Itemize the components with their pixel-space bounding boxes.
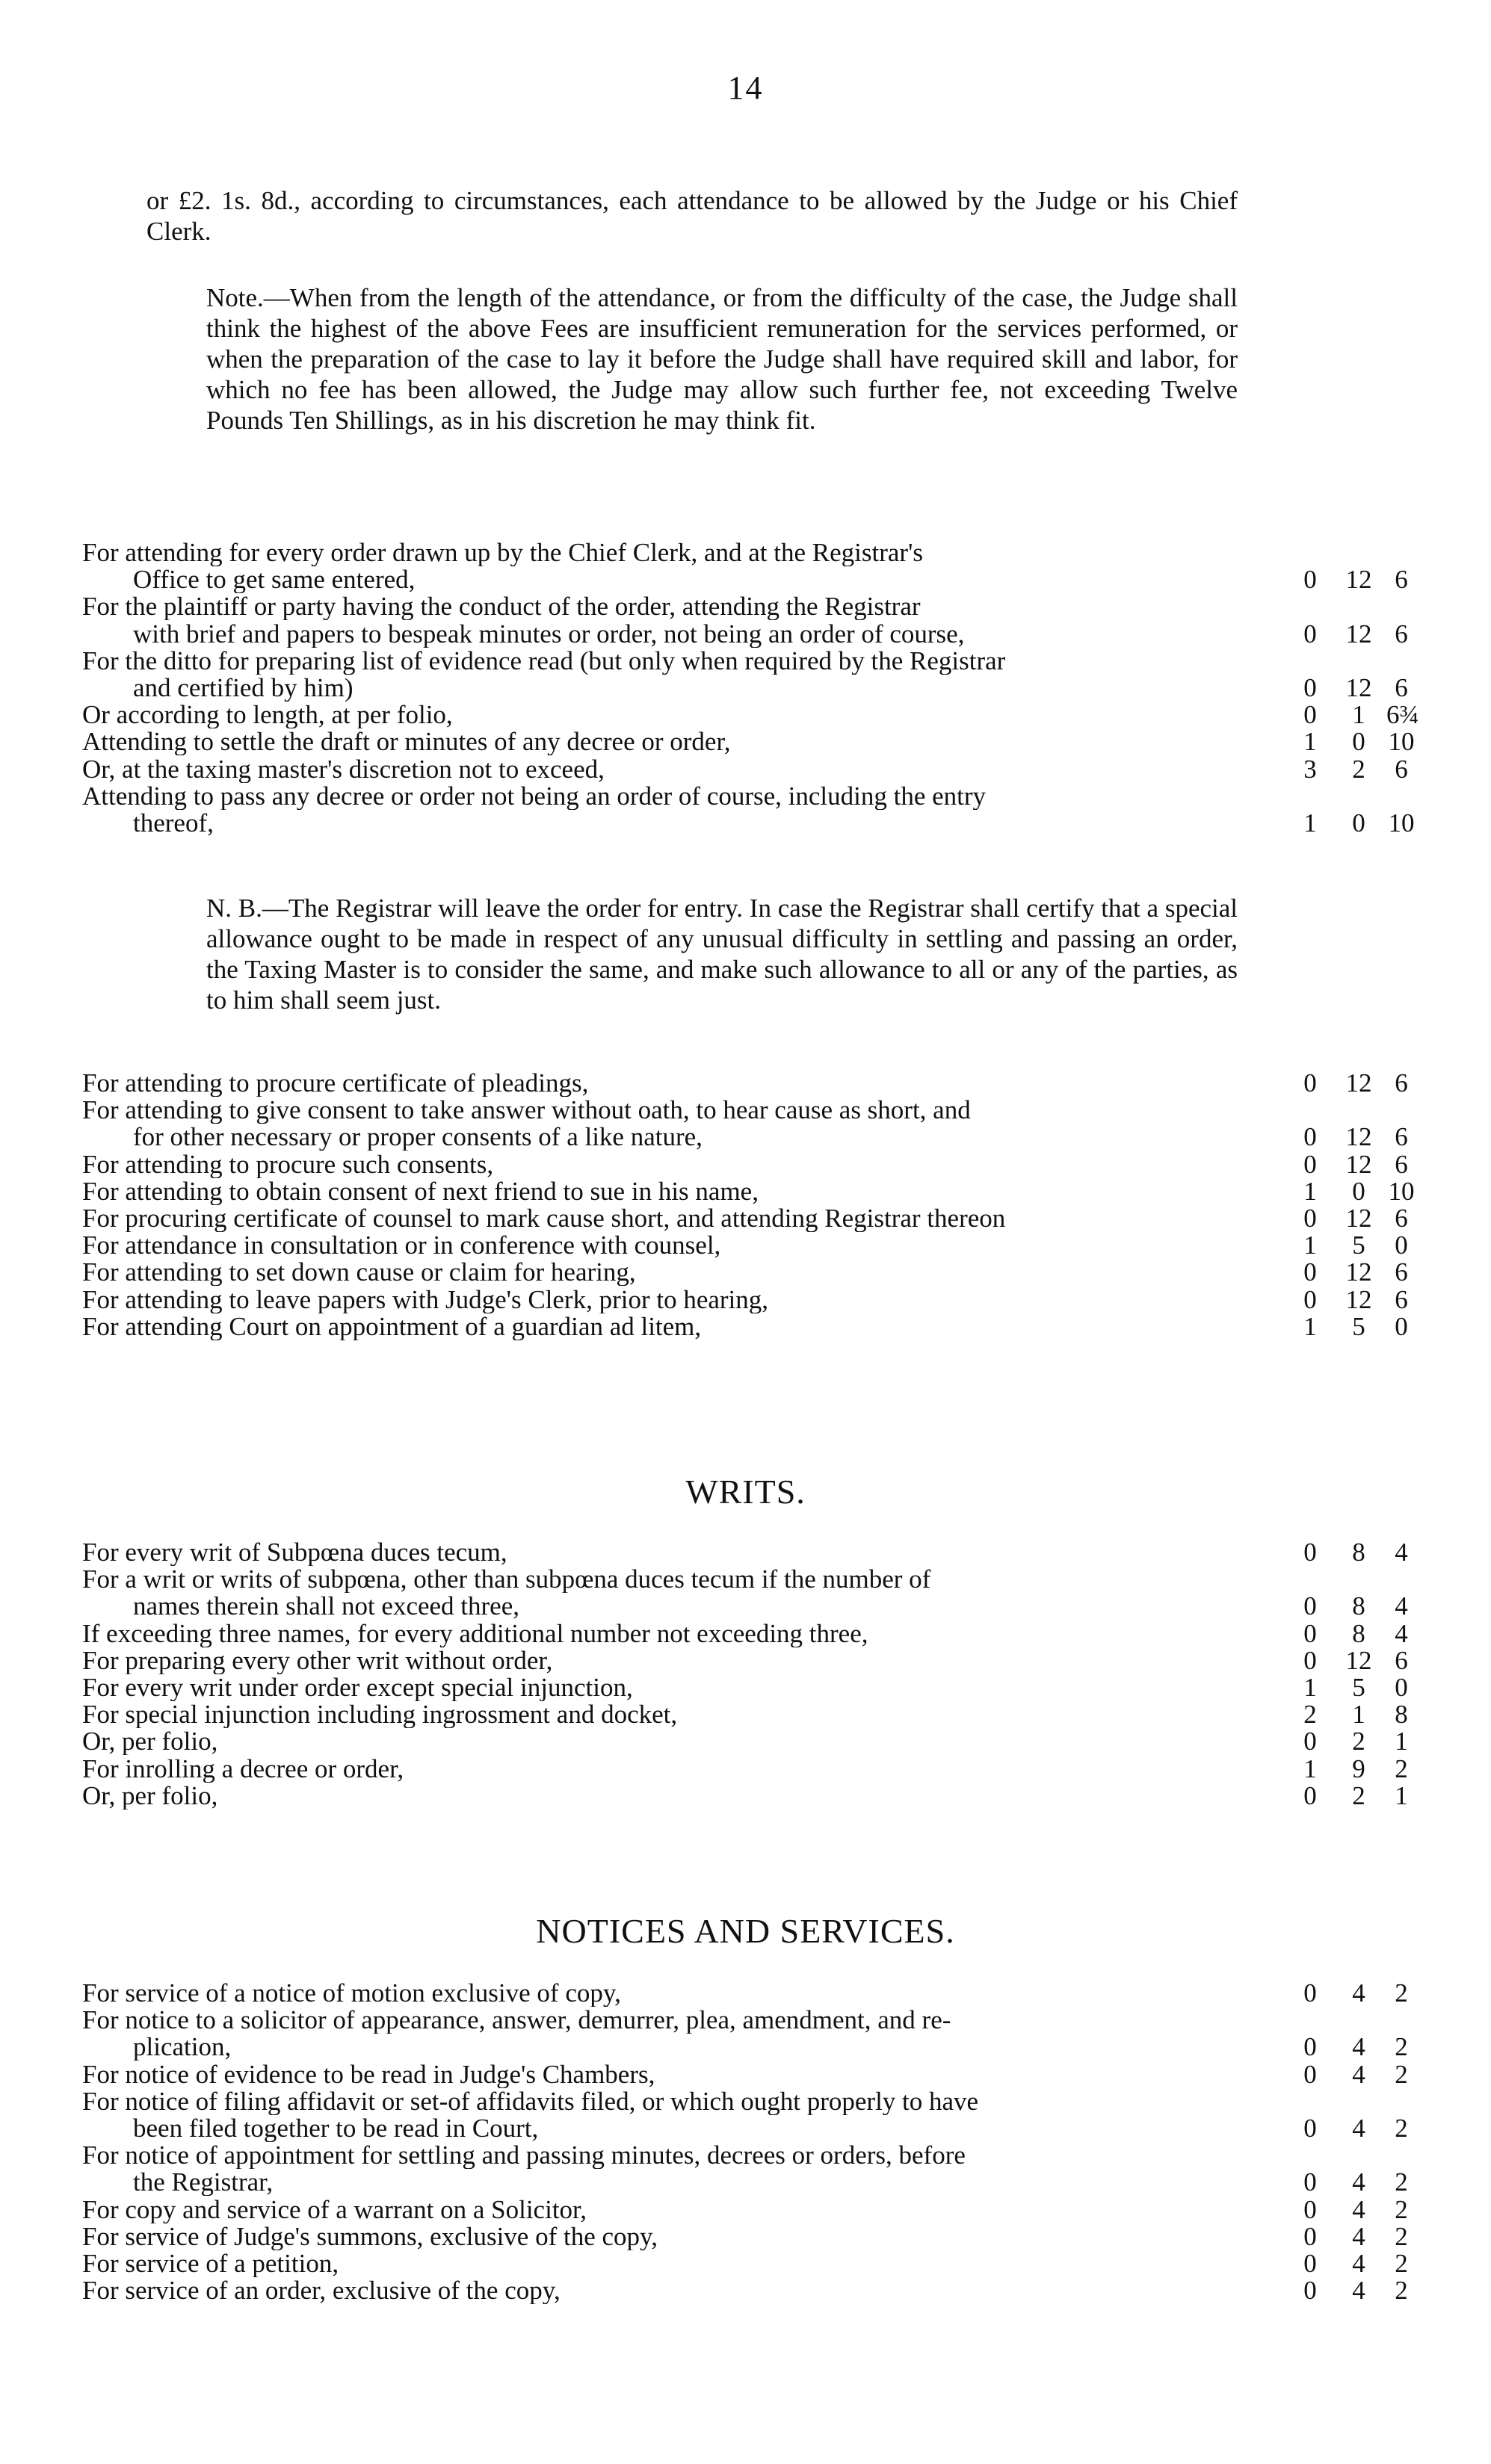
fee-pence: 6 bbox=[1395, 673, 1408, 702]
fee-description: For service of Judge's summons, exclusive of the copy, bbox=[82, 2223, 658, 2250]
fee-description: been filed together to be read in Court, bbox=[133, 2115, 539, 2142]
fee-shillings: 0 bbox=[1352, 1176, 1365, 1206]
fee-row-line bbox=[0, 2223, 1491, 2250]
fee-pence: 2 bbox=[1395, 1978, 1408, 2008]
fee-pence: 2 bbox=[1395, 2276, 1408, 2306]
fee-pence: 6 bbox=[1395, 1204, 1408, 1233]
fee-shillings: 1 bbox=[1352, 700, 1365, 730]
fee-pence: 6 bbox=[1395, 1122, 1408, 1152]
fee-shillings: 12 bbox=[1345, 673, 1372, 702]
fee-description: For attending to obtain consent of next friend to sue in his name, bbox=[82, 1177, 759, 1205]
fee-shillings: 2 bbox=[1352, 1780, 1365, 1810]
fee-pounds: 1 bbox=[1303, 727, 1317, 757]
fee-description: For attending Court on appointment of a guardian ad litem, bbox=[82, 1313, 702, 1340]
fee-pence: 8 bbox=[1395, 1700, 1408, 1730]
fee-pounds: 0 bbox=[1303, 1727, 1317, 1756]
fee-pounds: 1 bbox=[1303, 1673, 1317, 1702]
note-text: Note.—When from the length of the attendance, or from the difficulty of the case, the Judge shall think the highest of the above Fees are insufficient remuneration for the services performed, or when the preparation of the case to lay it before the Judge shall have required skill and labor, for which no fee has been allowed, the Judge may allow such further fee, not exceeding Twelve Pounds Ten Shillings, as in his discretion he may think fit. bbox=[206, 283, 1238, 435]
fee-description: For attending for every order drawn up by the Chief Clerk, and at the Registrar's bbox=[82, 539, 924, 566]
fee-row-line bbox=[0, 2007, 1491, 2034]
fee-row-line bbox=[0, 675, 1491, 702]
fee-row-line bbox=[0, 702, 1491, 728]
fee-pounds: 0 bbox=[1303, 1618, 1317, 1648]
fee-pence: 6 bbox=[1395, 1284, 1408, 1314]
fee-description: Attending to settle the draft or minutes of any decree or order, bbox=[82, 728, 731, 756]
fee-shillings: 12 bbox=[1345, 1257, 1372, 1287]
fee-pence: 4 bbox=[1395, 1618, 1408, 1648]
fee-pounds: 0 bbox=[1303, 2249, 1317, 2278]
fee-description: If exceeding three names, for every additional number not exceeding three, bbox=[82, 1620, 868, 1647]
fee-row-line bbox=[0, 1566, 1491, 1593]
fee-pounds: 0 bbox=[1303, 1204, 1317, 1233]
fee-pounds: 0 bbox=[1303, 2059, 1317, 2089]
fee-pounds: 0 bbox=[1303, 2194, 1317, 2224]
fee-pounds: 0 bbox=[1303, 673, 1317, 702]
fee-row-line bbox=[0, 1151, 1491, 1178]
fee-shillings: 4 bbox=[1352, 2059, 1365, 2089]
fee-pence: 2 bbox=[1395, 2059, 1408, 2089]
fee-row-line bbox=[0, 1259, 1491, 1286]
fee-shillings: 12 bbox=[1345, 1204, 1372, 1233]
fee-row-line bbox=[0, 1593, 1491, 1620]
fee-row-line bbox=[0, 1728, 1491, 1755]
fee-row-line bbox=[0, 539, 1491, 566]
fee-row-line bbox=[0, 2034, 1491, 2061]
fee-shillings: 12 bbox=[1345, 619, 1372, 648]
fee-pence: 2 bbox=[1395, 2032, 1408, 2062]
fee-pence: 6 bbox=[1395, 754, 1408, 784]
fee-pounds: 0 bbox=[1303, 2221, 1317, 2251]
fee-description: Or, per folio, bbox=[82, 1728, 218, 1756]
fee-pounds: 1 bbox=[1303, 808, 1317, 838]
fee-shillings: 8 bbox=[1352, 1618, 1365, 1648]
fee-pounds: 0 bbox=[1303, 1780, 1317, 1810]
fee-pence: 6 bbox=[1395, 565, 1408, 595]
fee-description: names therein shall not exceed three, bbox=[133, 1593, 520, 1621]
fee-shillings: 4 bbox=[1352, 2249, 1365, 2278]
fee-shillings: 12 bbox=[1345, 1645, 1372, 1675]
fee-shillings: 4 bbox=[1352, 2194, 1365, 2224]
fee-pence: 0 bbox=[1395, 1231, 1408, 1260]
fee-pounds: 1 bbox=[1303, 1753, 1317, 1783]
fee-pence: 0 bbox=[1395, 1311, 1408, 1341]
nb-paragraph bbox=[146, 893, 1238, 1015]
fee-row-line bbox=[0, 2194, 1491, 2224]
fee-row-line bbox=[0, 1647, 1491, 1674]
fee-pence: 6¾ bbox=[1386, 700, 1419, 730]
fee-row-line bbox=[0, 1980, 1491, 2007]
fee-pence: 0 bbox=[1395, 1673, 1408, 1702]
fee-pounds: 0 bbox=[1303, 1645, 1317, 1675]
fee-description: For copy and service of a warrant on a Solicitor, bbox=[82, 2196, 587, 2223]
fee-pence: 1 bbox=[1395, 1727, 1408, 1756]
fee-row-line bbox=[0, 2115, 1491, 2142]
fee-pence: 2 bbox=[1395, 2221, 1408, 2251]
fee-row-line bbox=[0, 2169, 1491, 2196]
fee-description: and certified by him) bbox=[133, 675, 354, 702]
fee-shillings: 4 bbox=[1352, 2032, 1365, 2062]
fee-pounds: 0 bbox=[1303, 1978, 1317, 2008]
fee-row-line bbox=[0, 1284, 1491, 1314]
fee-pence: 2 bbox=[1395, 2249, 1408, 2278]
fee-pence: 4 bbox=[1395, 1538, 1408, 1567]
fee-pence: 6 bbox=[1395, 1257, 1408, 1287]
fee-description: For notice to a solicitor of appearance, answer, demurrer, plea, amendment, and re- bbox=[82, 2007, 951, 2034]
fee-description: For attending to give consent to take answer without oath, to hear cause as short, and bbox=[82, 1097, 971, 1124]
fee-description: For attendance in consultation or in conference with counsel, bbox=[82, 1232, 721, 1260]
fee-row-line bbox=[0, 1124, 1491, 1151]
fee-row-line bbox=[0, 2142, 1491, 2169]
fee-row-line bbox=[0, 1232, 1491, 1259]
fee-description: Or, per folio, bbox=[82, 1782, 218, 1810]
fee-pence: 2 bbox=[1395, 2194, 1408, 2224]
fee-pence: 4 bbox=[1395, 1591, 1408, 1621]
fee-row-line bbox=[0, 1753, 1491, 1783]
fee-shillings: 4 bbox=[1352, 2276, 1365, 2306]
fee-shillings: 2 bbox=[1352, 1727, 1365, 1756]
fee-shillings: 12 bbox=[1345, 1122, 1372, 1152]
fee-row-line bbox=[0, 1097, 1491, 1124]
fee-shillings: 0 bbox=[1352, 808, 1365, 838]
fee-description: For attending to leave papers with Judge's Clerk, prior to hearing, bbox=[82, 1286, 769, 1313]
fee-pounds: 0 bbox=[1303, 2276, 1317, 2306]
fee-shillings: 1 bbox=[1352, 1700, 1365, 1730]
fee-row-line bbox=[0, 566, 1491, 593]
fee-shillings: 0 bbox=[1352, 727, 1365, 757]
fee-description: For procuring certificate of counsel to mark cause short, and attending Registrar thereon bbox=[82, 1205, 1006, 1232]
fee-row-line bbox=[0, 728, 1491, 755]
fee-shillings: 5 bbox=[1352, 1311, 1365, 1341]
fee-pence: 10 bbox=[1388, 727, 1415, 757]
fee-description: Or, at the taxing master's discretion not to exceed, bbox=[82, 755, 605, 783]
fee-pounds: 0 bbox=[1303, 1122, 1317, 1152]
fee-shillings: 12 bbox=[1345, 565, 1372, 595]
fee-shillings: 4 bbox=[1352, 2114, 1365, 2143]
intro-paragraph: or £2. 1s. 8d., according to circumstances, each attendance to be allowed by the Judge or his Chief Clerk. bbox=[146, 186, 1238, 246]
fee-pounds: 0 bbox=[1303, 619, 1317, 648]
fee-row-line bbox=[0, 2088, 1491, 2115]
fee-pounds: 0 bbox=[1303, 700, 1317, 730]
fee-description: For the plaintiff or party having the conduct of the order, attending the Registrar bbox=[82, 593, 921, 621]
fee-description: Or according to length, at per folio, bbox=[82, 702, 453, 729]
fee-pounds: 1 bbox=[1303, 1311, 1317, 1341]
writs-heading: WRITS. bbox=[685, 1473, 806, 1511]
fee-shillings: 12 bbox=[1345, 1068, 1372, 1098]
fee-description: the Registrar, bbox=[133, 2169, 274, 2197]
fee-row-line bbox=[0, 1539, 1491, 1566]
fee-shillings: 12 bbox=[1345, 1284, 1372, 1314]
fee-description: For service of a notice of motion exclusive of copy, bbox=[82, 1980, 621, 2007]
fee-description: For service of a petition, bbox=[82, 2250, 339, 2277]
fee-pounds: 0 bbox=[1303, 2032, 1317, 2062]
fee-pence: 2 bbox=[1395, 1753, 1408, 1783]
fee-row-line bbox=[0, 1618, 1491, 1648]
fee-shillings: 5 bbox=[1352, 1673, 1365, 1702]
fee-pounds: 0 bbox=[1303, 1591, 1317, 1621]
fee-pounds: 0 bbox=[1303, 565, 1317, 595]
fee-pounds: 1 bbox=[1303, 1176, 1317, 1206]
fee-shillings: 8 bbox=[1352, 1591, 1365, 1621]
fee-pence: 6 bbox=[1395, 619, 1408, 648]
fee-row-line bbox=[0, 621, 1491, 648]
fee-pence: 2 bbox=[1395, 2167, 1408, 2197]
fee-description: Office to get same entered, bbox=[133, 566, 416, 594]
fee-pence: 1 bbox=[1395, 1780, 1408, 1810]
fee-description: For notice of evidence to be read in Judge's Chambers, bbox=[82, 2061, 655, 2088]
fee-shillings: 9 bbox=[1352, 1753, 1365, 1783]
fee-row-line bbox=[0, 1178, 1491, 1205]
fee-pounds: 0 bbox=[1303, 1257, 1317, 1287]
fee-description: For attending to set down cause or claim for hearing, bbox=[82, 1259, 636, 1287]
fee-description: For attending to procure certificate of pleadings, bbox=[82, 1070, 589, 1097]
fee-description: For the ditto for preparing list of evidence read (but only when required by the Registrar bbox=[82, 647, 1006, 675]
fee-row-line bbox=[0, 1701, 1491, 1728]
fee-row-line bbox=[0, 1313, 1491, 1340]
fee-row-line bbox=[0, 810, 1491, 837]
fee-row-line bbox=[0, 2250, 1491, 2277]
fee-pence: 6 bbox=[1395, 1068, 1408, 1098]
fee-pence: 6 bbox=[1395, 1149, 1408, 1179]
fee-pence: 10 bbox=[1388, 808, 1415, 838]
fee-description: For inrolling a decree or order, bbox=[82, 1755, 404, 1783]
fee-row-line bbox=[0, 1780, 1491, 1810]
fee-description: with brief and papers to bespeak minutes or order, not being an order of course, bbox=[133, 620, 965, 648]
fee-shillings: 5 bbox=[1352, 1231, 1365, 1260]
fee-pounds: 1 bbox=[1303, 1231, 1317, 1260]
note-paragraph bbox=[146, 282, 1238, 436]
fee-shillings: 8 bbox=[1352, 1538, 1365, 1567]
fee-description: For special injunction including ingrossment and docket, bbox=[82, 1701, 678, 1729]
fee-pounds: 2 bbox=[1303, 1700, 1317, 1730]
fee-row-line bbox=[0, 1674, 1491, 1701]
fee-description: For every writ under order except special injunction, bbox=[82, 1674, 633, 1701]
fee-description: For preparing every other writ without order, bbox=[82, 1647, 553, 1674]
fee-pounds: 0 bbox=[1303, 1068, 1317, 1098]
fee-shillings: 4 bbox=[1352, 2167, 1365, 2197]
fee-description: For service of an order, exclusive of the copy, bbox=[82, 2277, 561, 2305]
fee-description: For every writ of Subpœna duces tecum, bbox=[82, 1539, 507, 1566]
fee-description: plication, bbox=[133, 2034, 232, 2061]
fee-description: thereof, bbox=[133, 810, 214, 837]
notices-heading: NOTICES AND SERVICES. bbox=[536, 1912, 955, 1950]
fee-row-line bbox=[0, 648, 1491, 675]
fee-shillings: 4 bbox=[1352, 2221, 1365, 2251]
fee-shillings: 12 bbox=[1345, 1149, 1372, 1179]
fee-pounds: 0 bbox=[1303, 1284, 1317, 1314]
fee-description: For notice of filing affidavit or set-of affidavits filed, or which ought properly to have bbox=[82, 2087, 979, 2115]
fee-row-line bbox=[0, 783, 1491, 810]
fee-row-line bbox=[0, 593, 1491, 620]
fee-pounds: 0 bbox=[1303, 2167, 1317, 2197]
fee-pounds: 0 bbox=[1303, 1149, 1317, 1179]
fee-description: For attending to procure such consents, bbox=[82, 1151, 494, 1178]
fee-shillings: 2 bbox=[1352, 754, 1365, 784]
fee-row-line bbox=[0, 2277, 1491, 2304]
fee-shillings: 4 bbox=[1352, 1978, 1365, 2008]
page-number: 14 bbox=[727, 69, 764, 106]
fee-pounds: 3 bbox=[1303, 754, 1317, 784]
fee-pence: 6 bbox=[1395, 1645, 1408, 1675]
fee-row-line bbox=[0, 2061, 1491, 2088]
fee-row-line bbox=[0, 756, 1491, 783]
fee-row-line bbox=[0, 1070, 1491, 1097]
fee-description: Attending to pass any decree or order not being an order of course, including the entry bbox=[82, 782, 987, 810]
fee-description: For notice of appointment for settling and passing minutes, decrees or orders, before bbox=[82, 2142, 966, 2170]
fee-pence: 10 bbox=[1388, 1176, 1415, 1206]
fee-description: For a writ or writs of subpœna, other than subpœna duces tecum if the number of bbox=[82, 1566, 931, 1594]
fee-pounds: 0 bbox=[1303, 1538, 1317, 1567]
fee-description: for other necessary or proper consents of a like nature, bbox=[133, 1124, 703, 1151]
nb-text: N. B.—The Registrar will leave the order for entry. In case the Registrar shall certify that a special allowance ought to be made in respect of any unusual difficulty in settling and passing an order, the Taxing Master is to consider the same, and make such allowance to all or any of the parties, as to him shall seem just. bbox=[206, 894, 1238, 1015]
fee-row-line bbox=[0, 1205, 1491, 1232]
fee-pounds: 0 bbox=[1303, 2114, 1317, 2143]
fee-pence: 2 bbox=[1395, 2114, 1408, 2143]
